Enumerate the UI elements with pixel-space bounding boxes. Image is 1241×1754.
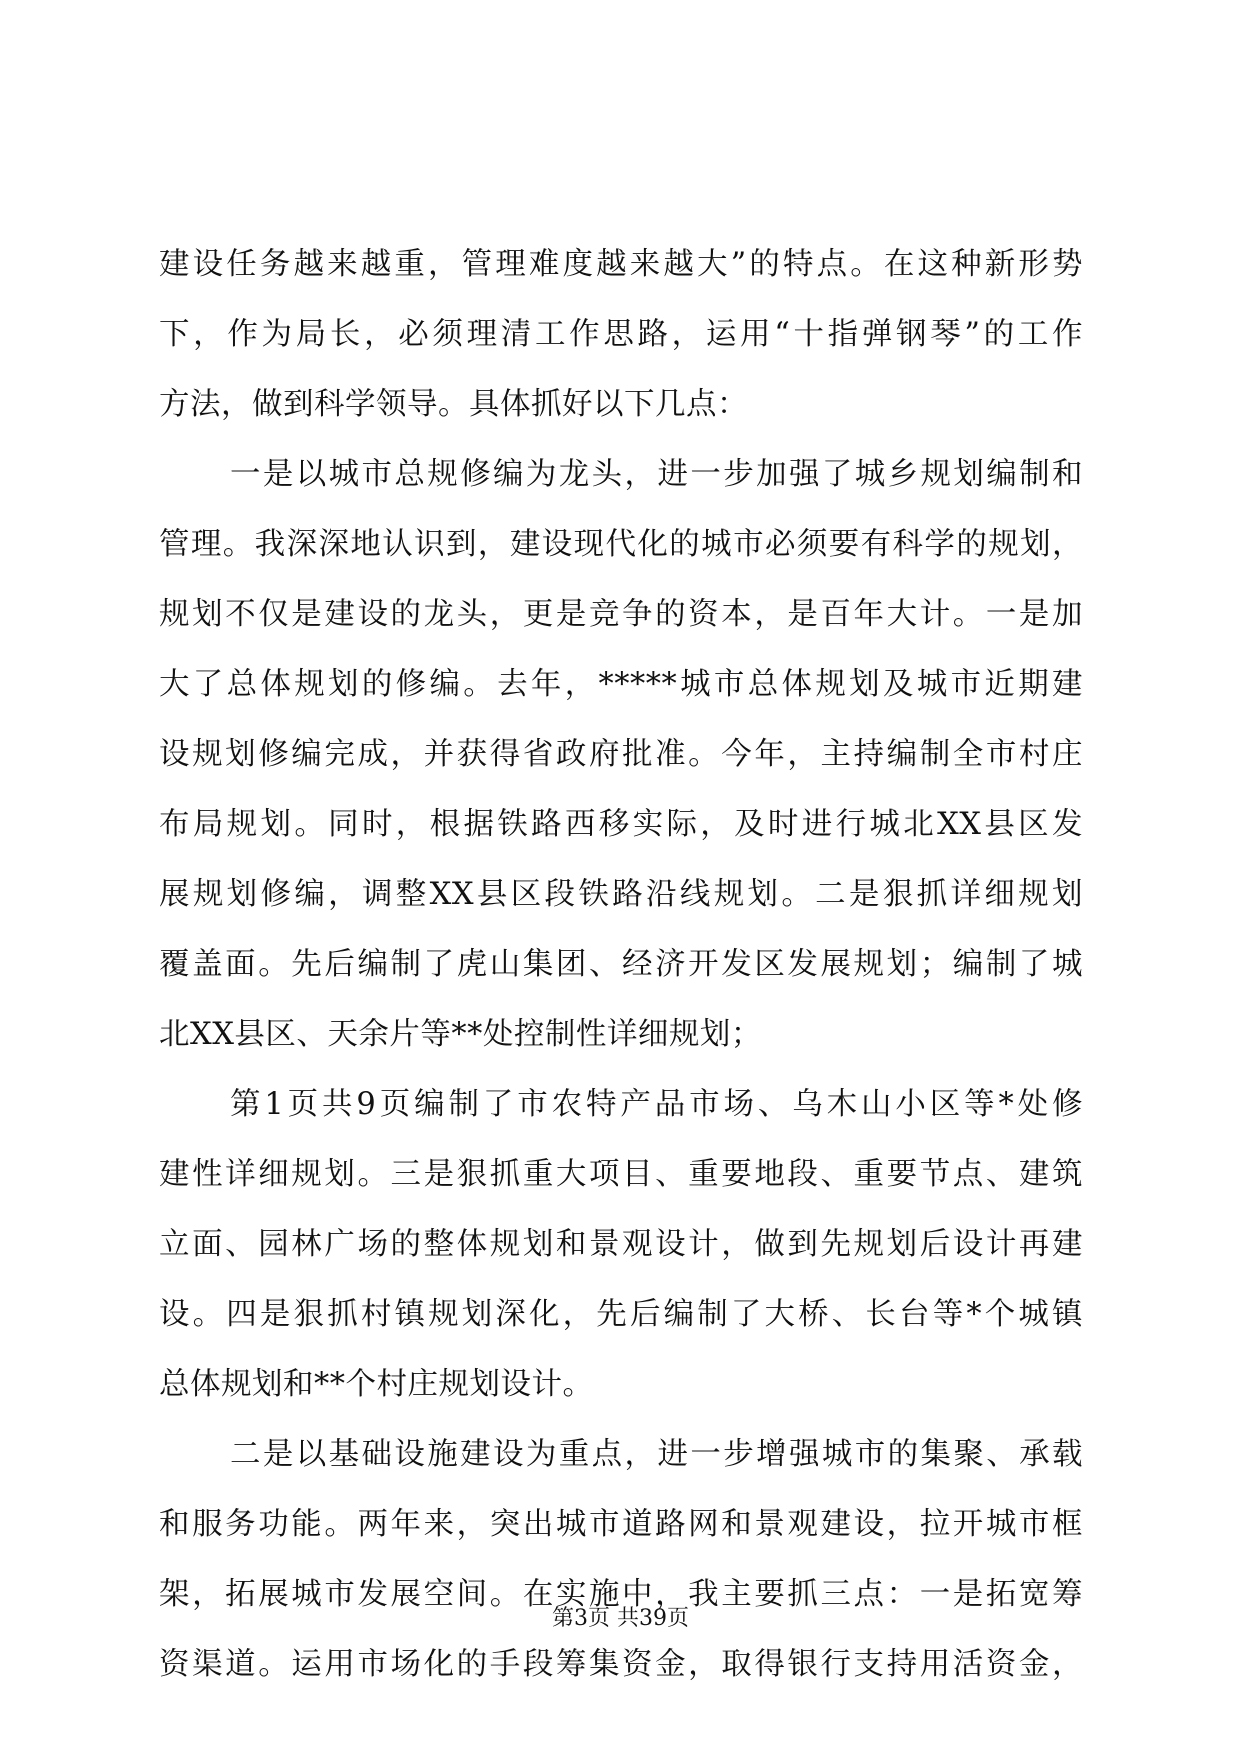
body-text <box>159 230 1083 1700</box>
text-line: 架，拓展城市发展空间。在实施中，我主要抓三点：一是拓宽筹 <box>159 1577 1083 1612</box>
text-line: 建性详细规划。三是狠抓重大项目、重要地段、重要节点、建筑 <box>159 1157 1083 1192</box>
paragraph-start-line: 第1页共9页编制了市农特产品市场、乌木山小区等*处修 <box>230 1087 1083 1122</box>
text-line: 建设任务越来越重，管理难度越来越大”的特点。在这种新形势 <box>159 247 1083 282</box>
text-line: 设。四是狠抓村镇规划深化，先后编制了大桥、长台等*个城镇 <box>159 1297 1083 1332</box>
page-footer <box>0 1604 1241 1634</box>
page-number-label: 第3页 共39页 <box>552 1606 689 1631</box>
text-line: 立面、园林广场的整体规划和景观设计，做到先规划后设计再建 <box>159 1227 1083 1262</box>
text-line: 规划不仅是建设的龙头，更是竞争的资本，是百年大计。一是加 <box>159 597 1083 632</box>
text-line: 布局规划。同时，根据铁路西移实际，及时进行城北XX县区发 <box>159 807 1083 842</box>
paragraph-start-line: 一是以城市总规修编为龙头，进一步加强了城乡规划编制和 <box>230 457 1083 492</box>
text-line: 下，作为局长，必须理清工作思路，运用“十指弹钢琴”的工作 <box>159 317 1083 352</box>
text-line: 覆盖面。先后编制了虎山集团、经济开发区发展规划；编制了城 <box>159 947 1083 982</box>
paragraph-start-line: 二是以基础设施建设为重点，进一步增强城市的集聚、承载 <box>230 1437 1083 1472</box>
text-line: 大了总体规划的修编。去年，*****城市总体规划及城市近期建 <box>159 667 1083 702</box>
text-line: 北XX县区、天余片等**处控制性详细规划； <box>159 1017 762 1052</box>
text-line: 设规划修编完成，并获得省政府批准。今年，主持编制全市村庄 <box>159 737 1083 772</box>
text-line: 和服务功能。两年来，突出城市道路网和景观建设，拉开城市框 <box>159 1507 1083 1542</box>
text-line: 方法，做到科学领导。具体抓好以下几点： <box>159 387 748 422</box>
text-line: 总体规划和**个村庄规划设计。 <box>159 1367 594 1402</box>
text-line: 管理。我深深地认识到，建设现代化的城市必须要有科学的规划， <box>159 527 1083 562</box>
text-line: 资渠道。运用市场化的手段筹集资金，取得银行支持用活资金， <box>159 1647 1083 1682</box>
text-line: 展规划修编，调整XX县区段铁路沿线规划。二是狠抓详细规划 <box>159 877 1083 912</box>
